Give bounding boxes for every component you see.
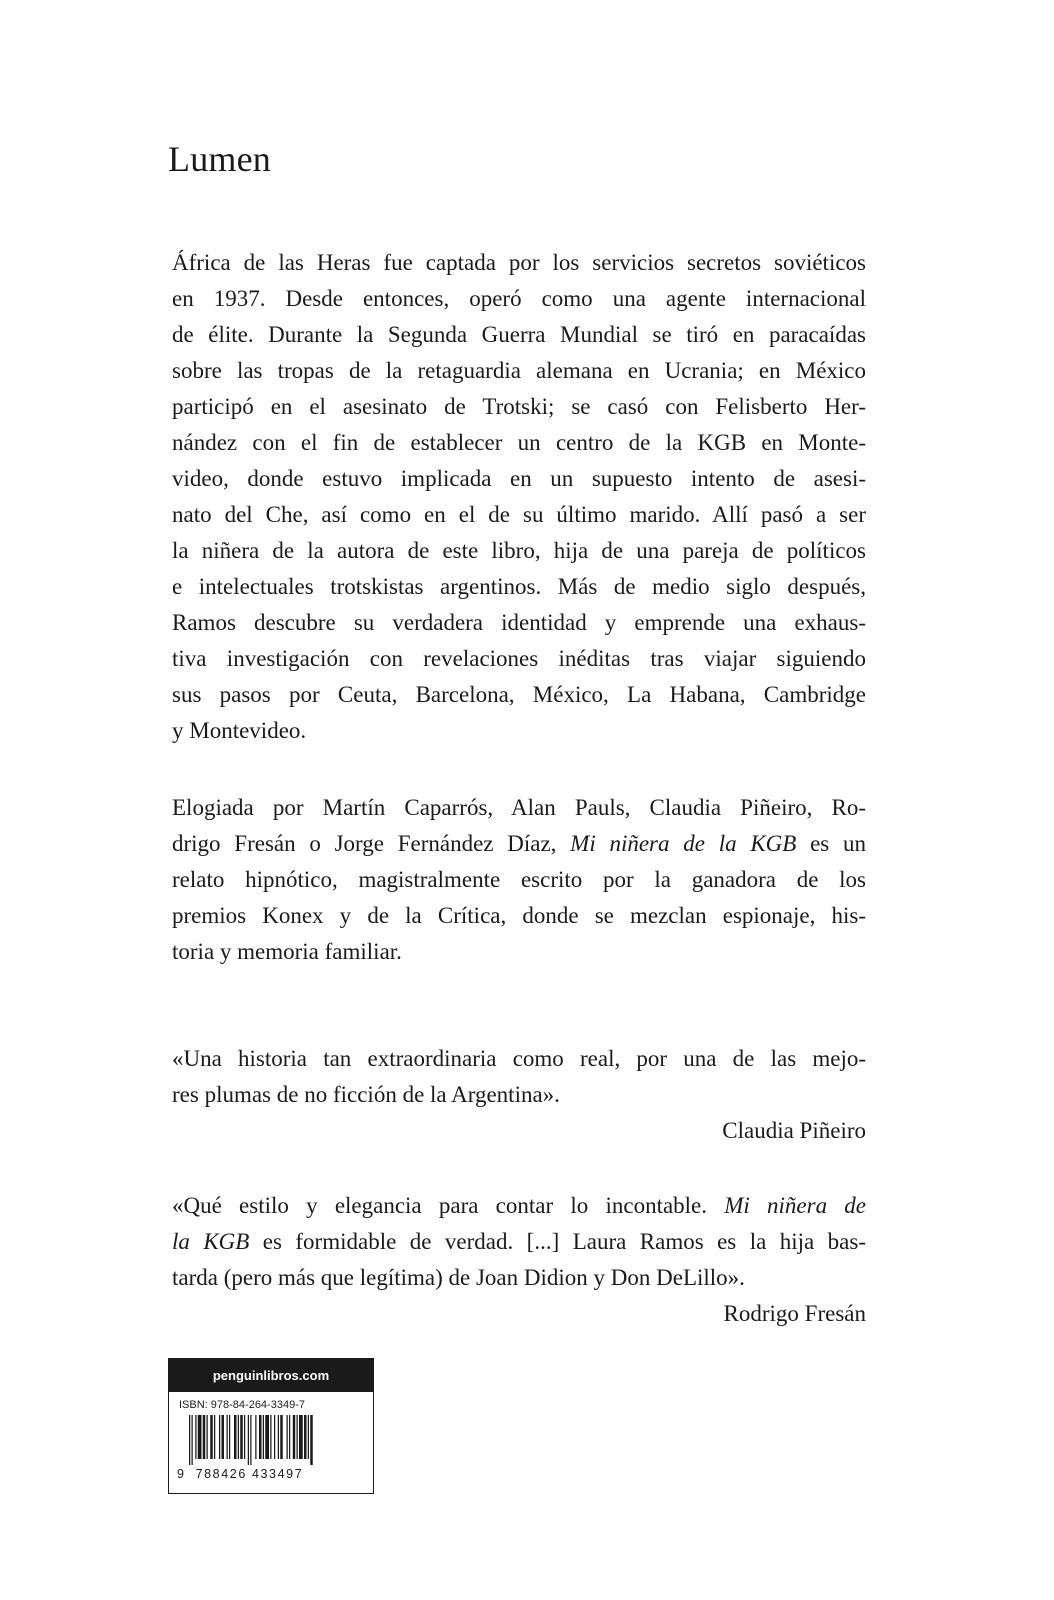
synopsis-line: en 1937. Desde entonces, operó como una agente internacional <box>172 286 866 311</box>
praise-line: premios Konex y de la Crítica, donde se mezclan espionaje, his- <box>172 903 866 928</box>
synopsis-line: la niñera de la autora de este libro, hija de una pareja de políticos <box>172 538 866 563</box>
barcode-bar <box>222 1415 225 1459</box>
barcode-bar <box>274 1415 275 1459</box>
quote-text: «Qué estilo y elegancia para contar lo incontable. <box>172 1193 725 1218</box>
synopsis-line: África de las Heras fue captada por los servicios secretos soviéticos <box>172 250 866 275</box>
barcode-bar <box>297 1415 298 1459</box>
isbn-label: ISBN: 978-84-264-3349-7 <box>179 1399 305 1411</box>
publisher-logo: Lumen <box>168 139 271 179</box>
quote-line: res plumas de no ficción de la Argentina». <box>172 1082 560 1107</box>
barcode-bar <box>293 1415 296 1459</box>
barcode-bar <box>214 1415 215 1459</box>
praise-text: drigo Fresán o Jorge Fernández Díaz, <box>172 831 571 856</box>
praise-line: Elogiada por Martín Caparrós, Alan Pauls, Claudia Piñeiro, Ro- <box>172 795 866 820</box>
barcode-bar <box>304 1415 307 1459</box>
barcode-bar <box>250 1415 251 1465</box>
barcode-bar <box>265 1415 269 1459</box>
barcode-bar <box>255 1415 256 1459</box>
barcode-bar <box>310 1415 313 1465</box>
barcode-bar <box>244 1415 245 1459</box>
barcode-digits <box>177 1467 303 1481</box>
barcode-bar <box>248 1415 249 1465</box>
barcode-bar <box>287 1415 288 1459</box>
quote-text: es formidable de verdad. [...] Laura Ramos es la hija bas- <box>249 1229 867 1254</box>
barcode-bar <box>198 1415 202 1459</box>
barcode-bar <box>207 1415 208 1459</box>
quote-author: Claudia Piñeiro <box>722 1118 866 1143</box>
barcode-bar <box>189 1415 190 1465</box>
book-title: Mi niñera de la KGB <box>570 831 797 856</box>
quote-line <box>172 1224 866 1260</box>
synopsis-line: nato del Che, así como en el de su último marido. Allí pasó a ser <box>172 502 866 527</box>
praise-line: toria y memoria familiar. <box>172 939 402 964</box>
barcode-bar <box>195 1415 196 1459</box>
barcode-bar <box>263 1415 264 1459</box>
quote-line: «Una historia tan extraordinaria como real, por una de las mejo- <box>172 1046 866 1071</box>
barcode-bar <box>192 1415 193 1465</box>
praise-paragraph <box>172 790 866 970</box>
praise-line: relato hipnótico, magistralmente escrito por la ganadora de los <box>172 867 866 892</box>
synopsis-line: tiva investigación con revelaciones inéditas tras viajar siguiendo <box>172 646 866 671</box>
synopsis-line: participó en el asesinato de Trotski; se casó con Felisberto Her- <box>172 394 866 419</box>
quote-author: Rodrigo Fresán <box>723 1301 866 1326</box>
book-title: la KGB <box>172 1229 250 1254</box>
barcode-bar <box>219 1415 220 1459</box>
barcode-bar <box>299 1415 303 1459</box>
barcode-digit-group: 433497 <box>251 1467 304 1481</box>
synopsis-line: Ramos descubre su verdadera identidad y emprende una exhaus- <box>172 610 866 635</box>
synopsis <box>172 245 866 749</box>
synopsis-line: sus pasos por Ceuta, Barcelona, México, La Habana, Cambridge <box>172 682 866 707</box>
barcode-bar <box>238 1415 239 1459</box>
barcode-bar <box>289 1415 290 1459</box>
blurb-quote-2 <box>172 1188 866 1332</box>
book-title: Mi niñera de <box>724 1193 867 1218</box>
barcode-bar <box>234 1415 237 1459</box>
praise-text: es un <box>796 831 866 856</box>
barcode-digit-prefix: 9 <box>177 1467 186 1481</box>
barcode-bar <box>227 1415 228 1459</box>
barcode-box <box>168 1358 374 1494</box>
synopsis-line: de élite. Durante la Segunda Guerra Mundial se tiró en paracaídas <box>172 322 866 347</box>
barcode-image <box>179 1415 363 1465</box>
synopsis-line: e intelectuales trotskistas argentinos. Más de medio siglo después, <box>172 574 866 599</box>
barcode-bar <box>308 1415 309 1459</box>
synopsis-line: sobre las tropas de la retaguardia alemana en Ucrania; en México <box>172 358 866 383</box>
barcode-bar <box>280 1415 283 1459</box>
synopsis-line: video, donde estuvo implicada en un supuesto intento de asesi- <box>172 466 866 491</box>
barcode-bar <box>278 1415 279 1459</box>
barcode-bar <box>240 1415 243 1459</box>
synopsis-line: y Montevideo. <box>172 718 307 743</box>
website-label: penguinlibros.com <box>169 1359 373 1392</box>
barcode-bar <box>210 1415 213 1459</box>
barcode-bar <box>203 1415 206 1459</box>
praise-line <box>172 826 866 862</box>
blurb-quote-1 <box>172 1041 866 1149</box>
barcode-bar <box>229 1415 230 1459</box>
barcode-bar <box>270 1415 271 1459</box>
quote-line: tarda (pero más que legítima) de Joan Didion y Don DeLillo». <box>172 1265 745 1290</box>
quote-line <box>172 1188 866 1224</box>
synopsis-line: nández con el fin de establecer un centro de la KGB en Monte- <box>172 430 866 455</box>
barcode-bar <box>259 1415 262 1459</box>
barcode-digit-group: 788426 <box>195 1467 247 1481</box>
